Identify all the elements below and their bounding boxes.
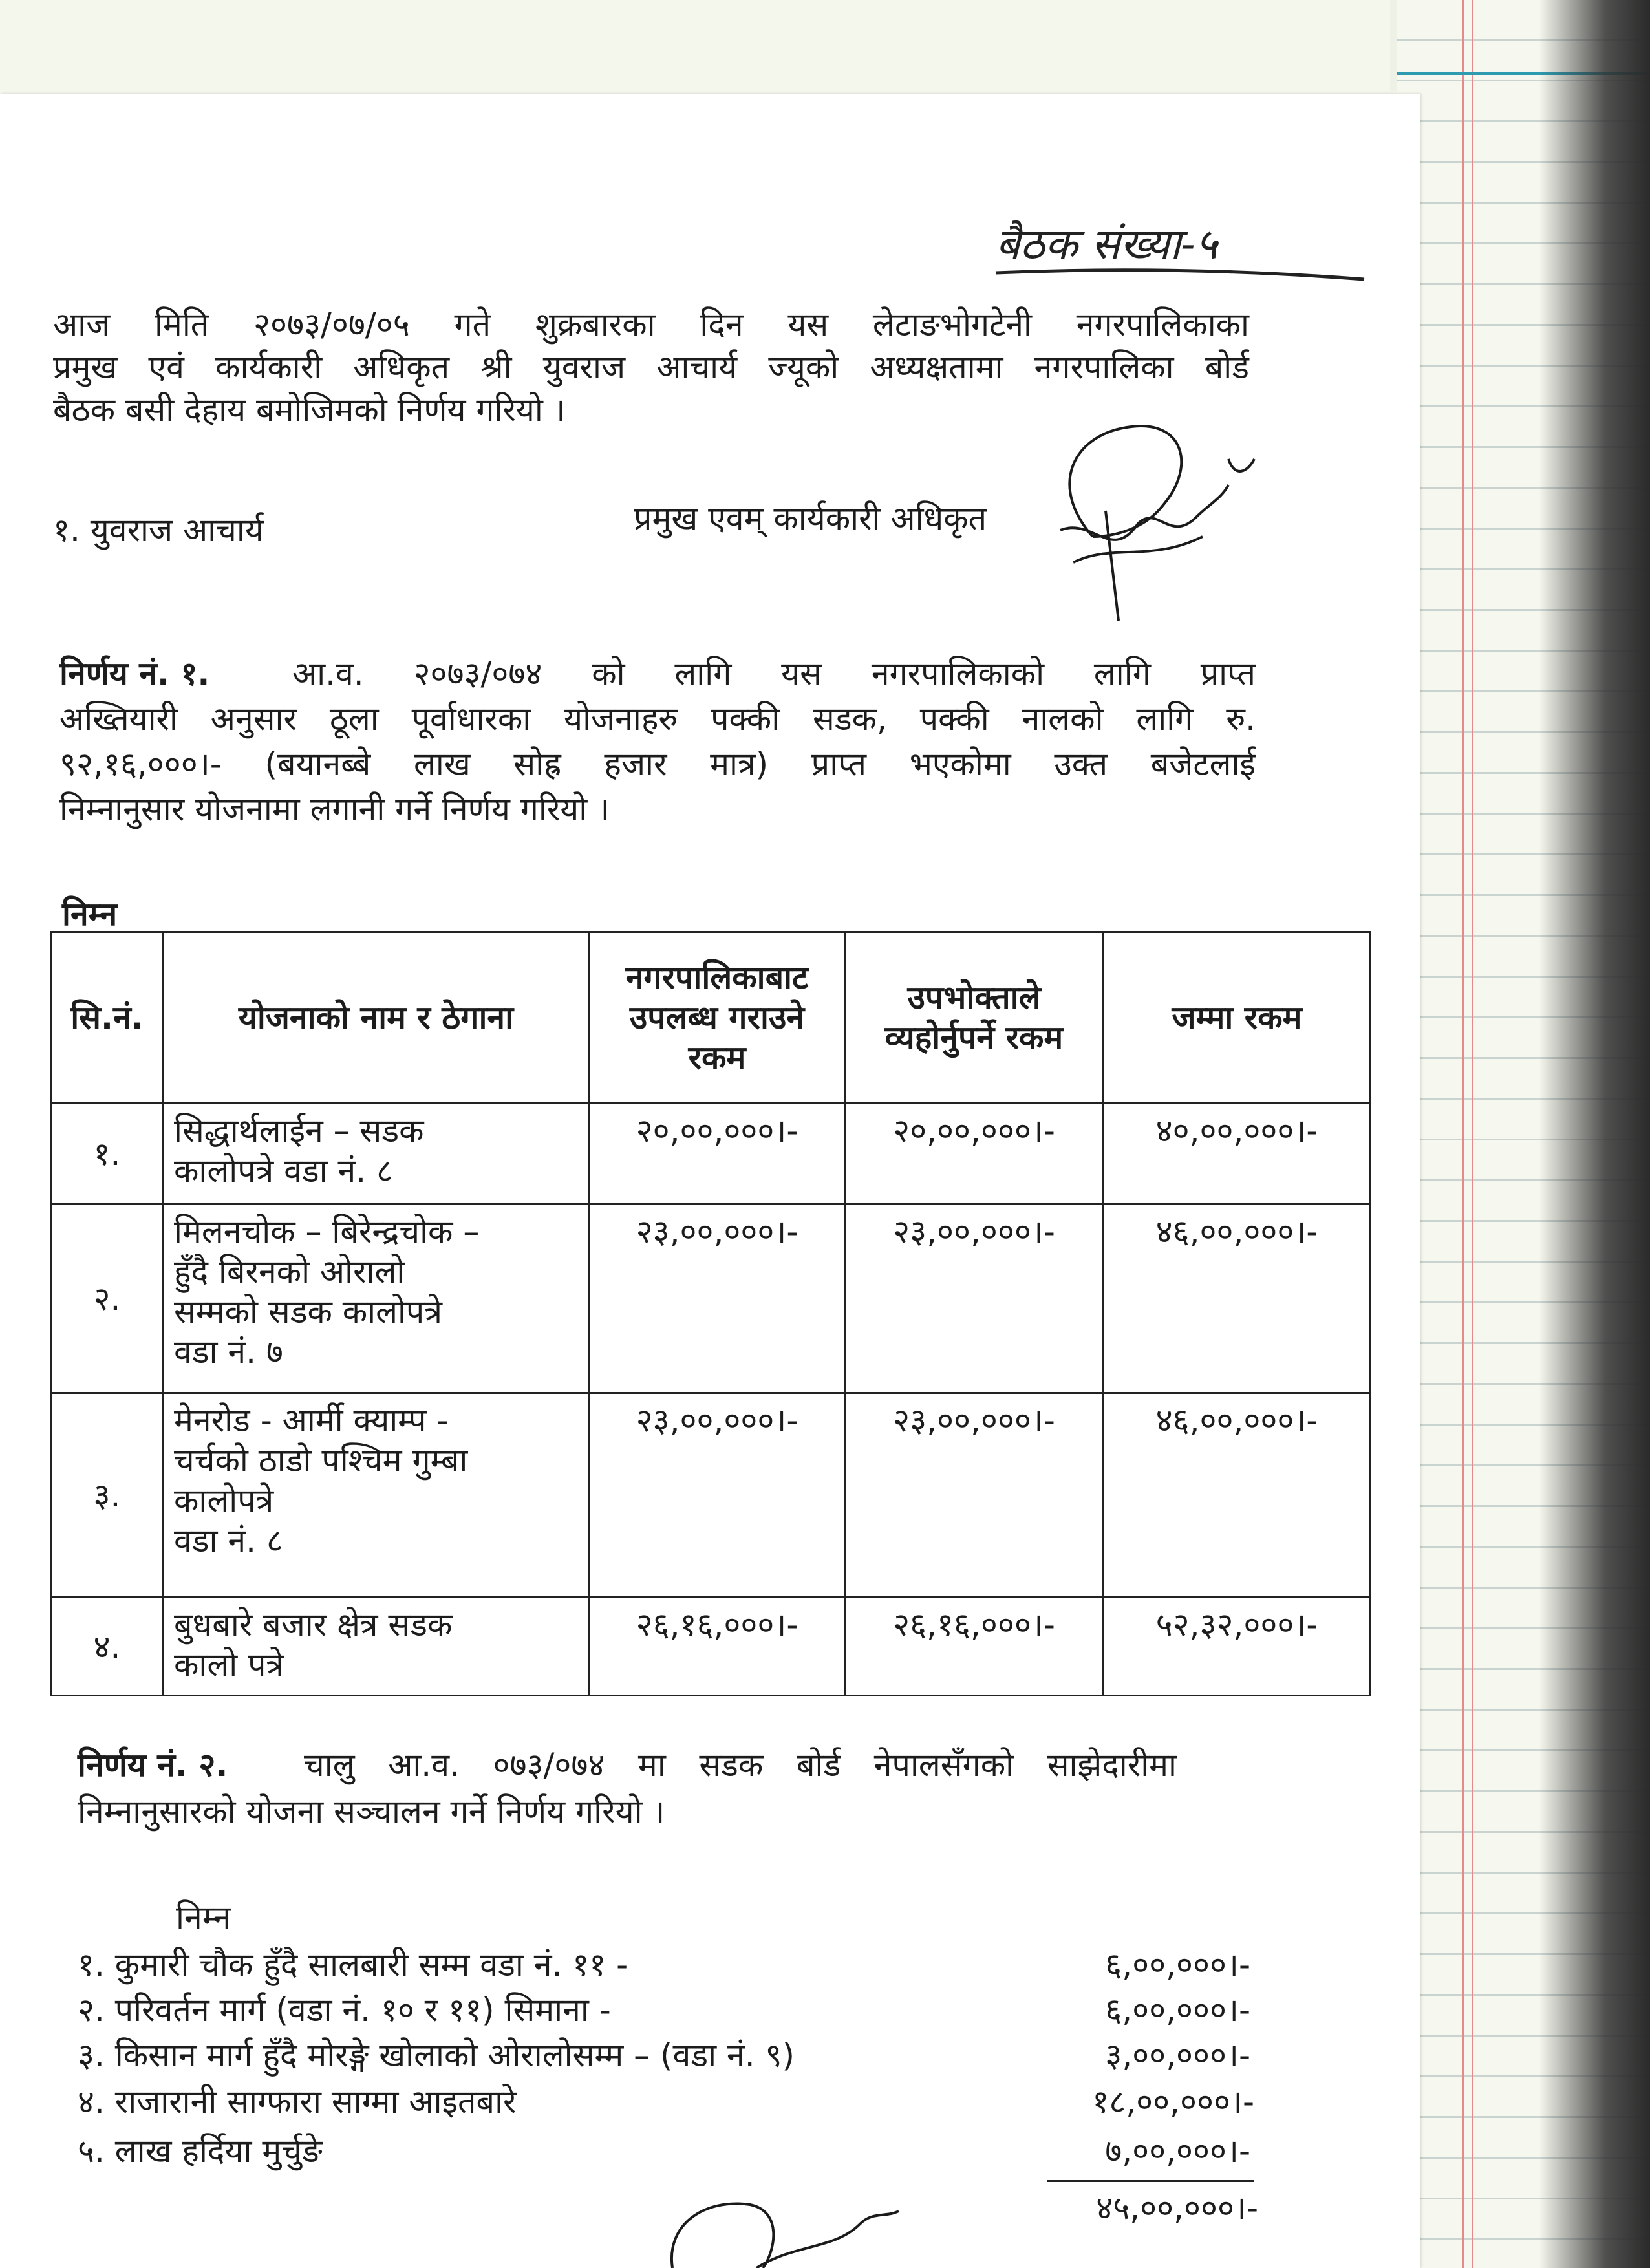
list-item-amount: ६,००,०००।-	[1105, 1991, 1250, 2029]
decision-2-sub-label: निम्न	[176, 1899, 231, 1936]
row-project-name	[163, 1598, 590, 1696]
header-municipality-amount: नगरपालिकाबाट उपलब्ध गराउने रकम	[590, 932, 845, 1104]
row-sn: १.	[52, 1104, 163, 1204]
row-municipality-amount: २३,००,०००।-	[590, 1204, 845, 1393]
decision-2-label: निर्णय नं. २.	[78, 1746, 228, 1784]
meeting-number: बैठक संख्या-५	[996, 219, 1217, 269]
list-item-label: २. परिवर्तन मार्ग (वडा नं. १० र ११) सिमाना -	[78, 1991, 611, 2029]
list-item	[78, 2131, 1254, 2171]
row-sn: २.	[52, 1204, 163, 1393]
list-item-amount: ३,००,०००।-	[1105, 2037, 1250, 2074]
project-name-line: मेनरोड - आर्मी क्याम्प -	[174, 1402, 449, 1439]
list-item	[78, 1945, 1254, 1985]
row-consumer-amount: २०,००,०००।-	[845, 1104, 1104, 1204]
meeting-number-underline	[996, 265, 1371, 284]
row-total-amount: ४६,००,०००।-	[1104, 1393, 1371, 1598]
signature-1	[1034, 407, 1267, 634]
list-item-amount: १८,००,०००।-	[1092, 2083, 1254, 2121]
list-item-label: १. कुमारी चौक हुँदै सालबारी सम्म वडा नं. ११ -	[78, 1946, 628, 1984]
decision-1-sub-label: निम्न	[62, 895, 118, 933]
row-sn: ४.	[52, 1598, 163, 1696]
projects-table	[50, 931, 1371, 1696]
project-name-line: चर्चको ठाडो पश्चिम गुम्बा	[174, 1442, 468, 1479]
project-name-line: मिलनचोक – बिरेन्द्रचोक –	[174, 1213, 480, 1250]
row-total-amount: ४६,००,०००।-	[1104, 1204, 1371, 1393]
row-total-amount: ५२,३२,०००।-	[1104, 1598, 1371, 1696]
header-total-amount: जम्मा रकम	[1104, 932, 1371, 1104]
decision-1-line-1: आ.व. २०७३/०७४ को लागि यस नगरपालिकाको लागि प्राप्त	[292, 655, 1256, 692]
project-name-line: सिद्धार्थलाईन – सडक	[174, 1112, 424, 1150]
list-item	[78, 1990, 1254, 2030]
intro-line-1: आज मिति २०७३/०७/०५ गते शुक्रबारका दिन यस लेटाङभोगटेनी नगरपालिकाका	[53, 306, 1249, 343]
decision-1-label: निर्णय नं. १.	[59, 655, 210, 692]
ledger-margin-line	[1472, 0, 1473, 2268]
decision-1-line-2: अख्तियारी अनुसार ठूला पूर्वाधारका योजनाहरु पक्की सडक, पक्की नालको लागि रु.	[59, 700, 1256, 738]
row-municipality-amount: २३,००,०००।-	[590, 1393, 845, 1598]
decision-2-line-1: चालु आ.व. ०७३/०७४ मा सडक बोर्ड नेपालसँगको साझेदारीमा	[304, 1746, 1177, 1784]
list-item-amount: ७,००,०००।-	[1105, 2132, 1250, 2170]
row-total-amount: ४०,००,०००।-	[1104, 1104, 1371, 1204]
signature-2	[666, 2185, 912, 2268]
row-consumer-amount: २३,००,०००।-	[845, 1393, 1104, 1598]
row-consumer-amount: २३,००,०००।-	[845, 1204, 1104, 1393]
decision-2-first-line	[78, 1746, 1177, 1784]
row-municipality-amount: २६,१६,०००।-	[590, 1598, 845, 1696]
project-name-line: कालोपत्रे वडा नं. ८	[174, 1152, 394, 1190]
table-row	[52, 1104, 1371, 1204]
list-item-label: ४. राजारानी साग्फारा साग्मा आइतबारे	[78, 2083, 517, 2121]
row-project-name	[163, 1393, 590, 1598]
project-name-line: सम्मको सडक कालोपत्रे	[174, 1293, 442, 1331]
list-item-label: ५. लाख हर्दिया मुर्चुङे	[78, 2132, 323, 2170]
row-project-name	[163, 1104, 590, 1204]
table-header-row	[52, 932, 1371, 1104]
header-project-name: योजनाको नाम र ठेगाना	[163, 932, 590, 1104]
project-name-line: हुँदै बिरनको ओरालो	[174, 1253, 405, 1290]
row-project-name	[163, 1204, 590, 1393]
table-row	[52, 1598, 1371, 1696]
attendee-role: प्रमुख एवम् कार्यकारी अधिकृत	[634, 500, 987, 537]
header-consumer-amount: उपभोक्ताले व्यहोर्नुपर्ने रकम	[845, 932, 1104, 1104]
decision-1-line-4: निम्नानुसार योजनामा लगानी गर्ने निर्णय गरियो ।	[59, 791, 610, 828]
decision-2-line-2: निम्नानुसारको योजना सञ्चालन गर्ने निर्णय गरियो ।	[78, 1793, 665, 1830]
table-row	[52, 1204, 1371, 1393]
project-name-line: बुधबारे बजार क्षेत्र सडक	[174, 1606, 453, 1643]
total-rule	[1047, 2180, 1254, 2182]
decision-1-first-line	[59, 654, 1256, 693]
list-item-amount: ६,००,०००।-	[1105, 1946, 1250, 1984]
intro-line-3: बैठक बसी देहाय बमोजिमको निर्णय गरियो ।	[53, 391, 566, 429]
list-item	[78, 2082, 1254, 2122]
project-name-line: कालोपत्रे	[174, 1482, 274, 1519]
project-name-line: कालो पत्रे	[174, 1646, 284, 1684]
ledger-shadow	[1539, 0, 1650, 2268]
row-sn: ३.	[52, 1393, 163, 1598]
header-sn: सि.नं.	[52, 932, 163, 1104]
table-row	[52, 1393, 1371, 1598]
list-item	[78, 2035, 1254, 2075]
row-municipality-amount: २०,००,०००।-	[590, 1104, 845, 1204]
list-item-label: ३. किसान मार्ग हुँदै मोरङ्गे खोलाको ओरालोसम्म – (वडा नं. ९)	[78, 2037, 795, 2074]
project-name-line: वडा नं. ७	[174, 1333, 283, 1371]
list-total-amount: ४५,००,०००।-	[1096, 2189, 1258, 2227]
ledger-margin-line	[1462, 0, 1464, 2268]
project-name-line: वडा नं. ८	[174, 1522, 283, 1559]
intro-line-2: प्रमुख एवं कार्यकारी अधिकृत श्री युवराज आचार्य ज्यूको अध्यक्षतामा नगरपालिका बोर्ड	[53, 348, 1249, 386]
decision-1-line-3: ९२,१६,०००।- (बयानब्बे लाख सोह्र हजार मात्र) प्राप्त भएकोमा उक्त बजेटलाई	[59, 745, 1256, 783]
attendee-name: १. युवराज आचार्य	[53, 511, 264, 549]
row-consumer-amount: २६,१६,०००।-	[845, 1598, 1104, 1696]
